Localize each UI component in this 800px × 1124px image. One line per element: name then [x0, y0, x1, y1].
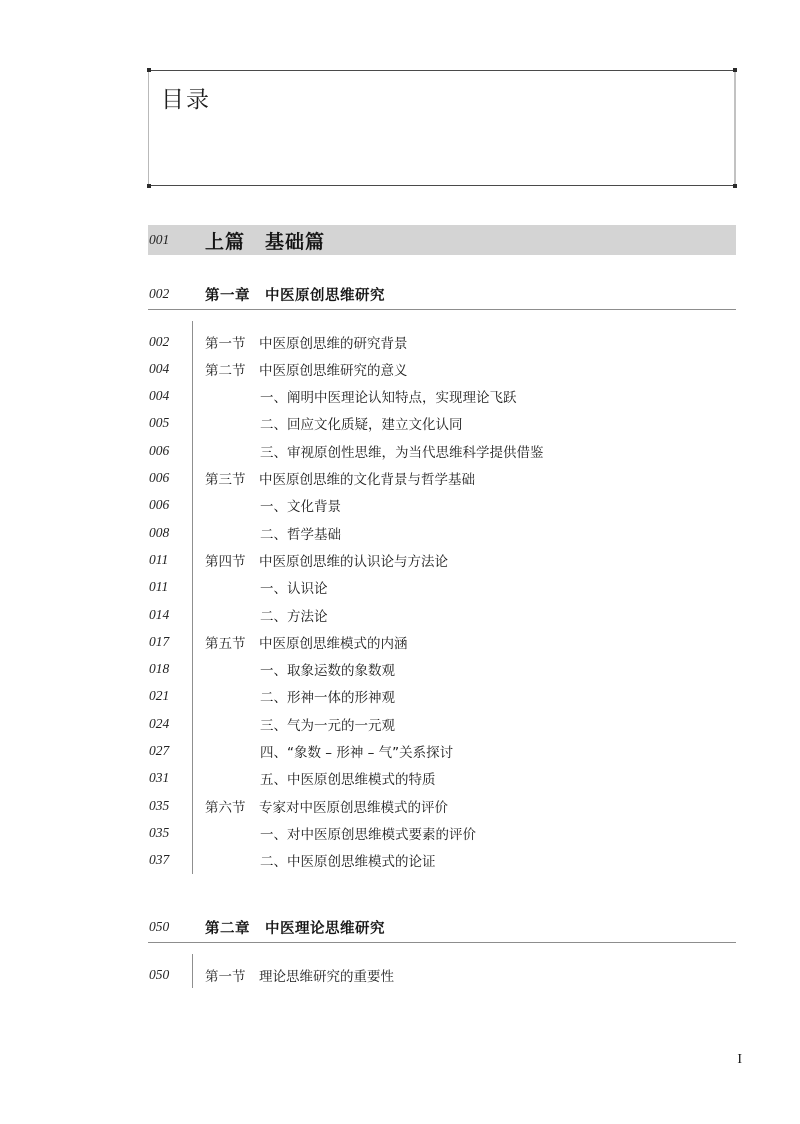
- entry-label: 三、审视原创性思维，为当代思维科学提供借鉴: [260, 444, 544, 461]
- entry-label: 第五节 中医原创思维模式的内涵: [205, 635, 408, 652]
- entry-label: 五、中医原创思维模式的特质: [260, 772, 436, 789]
- chapter-folio: 050: [149, 919, 170, 934]
- entry-label: 二、中医原创思维模式的论证: [260, 854, 436, 871]
- toc-header-box: [148, 70, 736, 186]
- toc-entry-row[interactable]: [148, 328, 736, 355]
- toc-entry-row[interactable]: [148, 574, 736, 601]
- toc-entry-row[interactable]: [148, 465, 736, 492]
- page-title: 目录: [161, 87, 211, 113]
- entry-folio: 006: [149, 470, 170, 485]
- toc-entry-row[interactable]: [148, 492, 736, 519]
- chapter-label: 第一章 中医原创思维研究: [205, 287, 385, 304]
- toc-entry-row[interactable]: [148, 819, 736, 846]
- entry-folio: 011: [149, 579, 169, 595]
- toc-entry-row[interactable]: [148, 546, 736, 573]
- entry-column-divider: [192, 954, 193, 988]
- toc-entry-row[interactable]: [148, 383, 736, 410]
- entry-label: 一、认识论: [260, 581, 328, 598]
- toc-entry-row[interactable]: [148, 961, 736, 988]
- entry-folio: 021: [149, 688, 170, 704]
- entry-label: 第四节 中医原创思维的认识论与方法论: [205, 553, 448, 570]
- entry-folio: 006: [149, 497, 170, 513]
- entry-label: 二、方法论: [260, 608, 328, 625]
- chapter-folio: 002: [149, 286, 170, 301]
- entry-folio: 017: [149, 633, 170, 649]
- toc-entry-row[interactable]: [148, 847, 736, 874]
- entry-label: 二、哲学基础: [260, 526, 341, 543]
- entry-label: 第一节 中医原创思维的研究背景: [205, 335, 408, 352]
- corner-marker-bottom-right: [733, 184, 737, 188]
- entry-column-divider: [192, 321, 193, 874]
- chapter-row[interactable]: [148, 914, 736, 940]
- entry-folio: 018: [149, 661, 170, 677]
- entry-folio: 031: [149, 770, 170, 786]
- entry-folio: 027: [149, 743, 170, 758]
- page-folio: I: [737, 1052, 742, 1067]
- entry-label: 第二节 中医原创思维研究的意义: [205, 362, 408, 379]
- entry-folio: 002: [149, 333, 170, 349]
- entry-label: 第一节 理论思维研究的重要性: [205, 968, 394, 985]
- entry-folio: 035: [149, 797, 170, 813]
- entry-label: 一、文化背景: [260, 499, 341, 516]
- toc-entry-row[interactable]: [148, 656, 736, 683]
- toc-entry-row[interactable]: [148, 765, 736, 792]
- toc-entry-row[interactable]: [148, 437, 736, 464]
- part-label: 上篇 基础篇: [205, 230, 326, 253]
- toc-entry-row[interactable]: [148, 628, 736, 655]
- toc-entry-row[interactable]: [148, 519, 736, 546]
- entry-folio: 014: [149, 606, 170, 622]
- entry-label: 一、取象运数的象数观: [260, 663, 395, 680]
- chapter-divider-rule: [148, 942, 736, 943]
- entry-label: 一、对中医原创思维模式要素的评价: [260, 826, 476, 843]
- entry-label: 第六节 专家对中医原创思维模式的评价: [205, 799, 448, 816]
- entry-folio: 037: [149, 852, 170, 868]
- entry-folio: 004: [149, 388, 170, 404]
- toc-entry-row[interactable]: [148, 410, 736, 437]
- toc-entry-row[interactable]: [148, 710, 736, 737]
- toc-entry-row[interactable]: [148, 355, 736, 382]
- entry-label: 一、阐明中医理论认知特点，实现理论飞跃: [260, 390, 517, 407]
- corner-marker-top-left: [147, 68, 151, 72]
- entry-folio: 008: [149, 524, 170, 540]
- toc-entry-row[interactable]: [148, 738, 736, 765]
- part-folio: 001: [149, 232, 170, 247]
- part-band: [148, 225, 736, 255]
- entry-label: 二、形神一体的形神观: [260, 690, 395, 707]
- entry-folio: 011: [149, 551, 169, 567]
- entry-label: 四、“象数 – 形神 – 气”关系探讨: [260, 745, 454, 761]
- entry-folio: 004: [149, 360, 170, 376]
- entry-folio: 024: [149, 715, 170, 731]
- entry-folio: 006: [149, 442, 170, 458]
- toc-entry-row[interactable]: [148, 792, 736, 819]
- entry-folio: 050: [149, 966, 170, 982]
- chapter-label: 第二章 中医理论思维研究: [205, 920, 385, 937]
- toc-entry-row[interactable]: [148, 601, 736, 628]
- entry-label: 第三节 中医原创思维的文化背景与哲学基础: [205, 472, 475, 488]
- chapter-divider-rule: [148, 309, 736, 310]
- entry-label: 二、回应文化质疑，建立文化认同: [260, 417, 463, 434]
- entry-folio: 005: [149, 415, 170, 431]
- entry-folio: 035: [149, 824, 170, 840]
- corner-marker-bottom-left: [147, 184, 151, 188]
- entry-label: 三、气为一元的一元观: [260, 717, 395, 734]
- toc-entry-row[interactable]: [148, 683, 736, 710]
- chapter-row[interactable]: [148, 281, 736, 307]
- corner-marker-top-right: [733, 68, 737, 72]
